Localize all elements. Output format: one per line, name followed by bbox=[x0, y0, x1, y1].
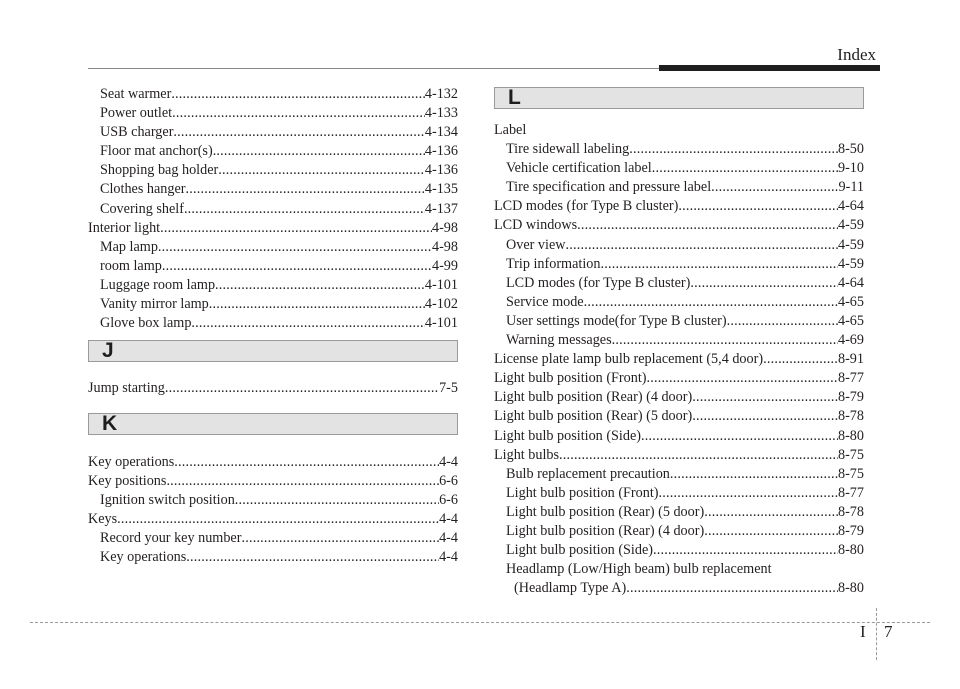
index-entry bbox=[494, 216, 864, 235]
dot-leader bbox=[559, 446, 838, 465]
index-entry bbox=[494, 484, 864, 503]
index-entry-text: Service mode bbox=[506, 293, 584, 310]
index-entry bbox=[88, 379, 458, 398]
dot-leader bbox=[172, 104, 425, 123]
index-entry bbox=[494, 522, 864, 541]
index-entry-page: 8-80 bbox=[837, 580, 864, 597]
dot-leader bbox=[184, 200, 425, 219]
dot-leader bbox=[690, 274, 838, 293]
index-entry-text: License plate lamp bulb replacement (5,4 door) bbox=[494, 351, 764, 368]
index-entry-page: 4-98 bbox=[431, 219, 458, 236]
index-entry bbox=[494, 293, 864, 312]
index-entry bbox=[88, 257, 458, 276]
footer-page-number: 7 bbox=[884, 622, 893, 641]
index-entry-page: 4-4 bbox=[439, 530, 458, 547]
dot-leader bbox=[641, 427, 838, 446]
dot-leader bbox=[600, 255, 838, 274]
index-entry-text: Tire specification and pressure label bbox=[506, 179, 712, 196]
index-entry-page: 6-6 bbox=[439, 492, 458, 509]
dot-leader bbox=[173, 123, 424, 142]
dot-leader bbox=[653, 541, 838, 560]
index-entry-page: 7-5 bbox=[439, 380, 458, 396]
section-letter-j: J bbox=[102, 339, 114, 362]
dot-leader bbox=[692, 407, 838, 426]
index-entry-text: Shopping bag holder bbox=[100, 162, 219, 179]
dot-leader bbox=[235, 491, 439, 510]
index-entry-text: Key operations bbox=[100, 549, 187, 566]
index-entry-text: LCD windows bbox=[494, 217, 578, 234]
index-entry bbox=[494, 369, 864, 388]
index-entry bbox=[494, 541, 864, 560]
dot-leader bbox=[566, 236, 838, 255]
index-entry-page: 8-78 bbox=[837, 408, 864, 425]
index-column-left bbox=[88, 85, 458, 333]
index-entry-text: Key positions bbox=[88, 473, 167, 490]
index-entry bbox=[88, 161, 458, 180]
index-entry-text: Vanity mirror lamp bbox=[100, 296, 209, 313]
index-entry-text: Covering shelf bbox=[100, 200, 184, 217]
index-entry bbox=[494, 503, 864, 522]
index-entry-text: Floor mat anchor(s) bbox=[100, 143, 213, 160]
index-entry bbox=[494, 446, 864, 465]
footer-section-letter: I bbox=[860, 622, 866, 641]
index-entry bbox=[88, 529, 458, 548]
index-entry-text: Ignition switch position bbox=[100, 492, 235, 509]
dot-leader bbox=[191, 314, 424, 333]
index-entry bbox=[88, 276, 458, 295]
index-entry bbox=[494, 331, 864, 350]
index-entry-page: 8-75 bbox=[837, 465, 864, 482]
index-entry-page: 8-77 bbox=[837, 370, 864, 387]
index-entry-text: Power outlet bbox=[100, 105, 173, 122]
footer-divider bbox=[876, 608, 877, 660]
index-entry bbox=[88, 314, 458, 333]
index-entry-text: Light bulb position (Front) bbox=[494, 370, 647, 387]
dot-leader bbox=[727, 312, 838, 331]
index-entry bbox=[494, 388, 864, 407]
index-entry bbox=[88, 200, 458, 219]
section-letter-l: L bbox=[508, 86, 521, 109]
dot-leader bbox=[241, 529, 439, 548]
index-entry-page: 4-4 bbox=[439, 511, 458, 528]
index-entry-page: 4-4 bbox=[439, 454, 458, 470]
index-entry-text: Bulb replacement precaution bbox=[506, 465, 670, 482]
index-entry bbox=[494, 407, 864, 426]
index-entry-page: 4-59 bbox=[837, 255, 864, 272]
index-entry-text: Light bulb position (Side) bbox=[506, 542, 653, 559]
index-entry-text: Headlamp (Low/High beam) bulb replacement bbox=[506, 561, 772, 578]
index-entry-text: Light bulbs bbox=[494, 446, 560, 463]
index-entry-text: Map lamp bbox=[100, 238, 158, 255]
page-header-title: Index bbox=[837, 45, 876, 64]
index-entry-page: 4-101 bbox=[424, 276, 458, 293]
index-entry-text: LCD modes (for Type B cluster) bbox=[494, 198, 679, 215]
index-entry-page: 9-10 bbox=[837, 160, 864, 177]
index-entry-text: Light bulb position (Rear) (4 door) bbox=[506, 522, 705, 539]
index-entry-page: 8-79 bbox=[837, 522, 864, 539]
index-entry-page: 4-134 bbox=[424, 124, 458, 141]
index-entry-text: Light bulb position (Rear) (5 door) bbox=[506, 503, 705, 520]
index-entry bbox=[88, 472, 458, 491]
index-entry-page: 6-6 bbox=[439, 473, 458, 490]
index-entry bbox=[88, 85, 458, 104]
index-entry-page: 8-80 bbox=[837, 427, 864, 444]
dot-leader bbox=[763, 350, 838, 369]
index-section-k bbox=[88, 453, 458, 568]
index-entry-text: Keys bbox=[88, 511, 118, 528]
dot-leader bbox=[186, 548, 439, 567]
index-entry bbox=[494, 560, 864, 579]
index-entry-page: 8-50 bbox=[837, 141, 864, 158]
dot-leader bbox=[612, 331, 838, 350]
header-bar bbox=[659, 65, 880, 71]
dot-leader bbox=[186, 180, 425, 199]
dot-leader bbox=[704, 522, 838, 541]
dot-leader bbox=[629, 140, 838, 159]
index-entry-page: 4-4 bbox=[439, 549, 458, 566]
index-entry-page: 4-101 bbox=[424, 315, 458, 332]
dot-leader bbox=[158, 238, 432, 257]
index-entry-page: 8-80 bbox=[837, 542, 864, 559]
index-entry-text: Light bulb position (Side) bbox=[494, 427, 641, 444]
index-entry-text: LCD modes (for Type B cluster) bbox=[506, 274, 691, 291]
dot-leader bbox=[647, 369, 838, 388]
index-entry-page: 8-91 bbox=[837, 351, 864, 368]
index-entry-page: 4-136 bbox=[424, 162, 458, 179]
dot-leader bbox=[692, 388, 838, 407]
index-entry-page: 9-11 bbox=[838, 179, 864, 196]
index-section-l bbox=[494, 121, 864, 598]
index-entry-text: Trip information bbox=[506, 255, 601, 272]
dot-leader bbox=[162, 257, 432, 276]
index-entry-page: 4-132 bbox=[424, 86, 458, 102]
index-entry bbox=[494, 236, 864, 255]
index-entry-text: room lamp bbox=[100, 257, 162, 274]
index-entry-page: 4-102 bbox=[424, 296, 458, 313]
index-entry bbox=[88, 123, 458, 142]
dot-leader bbox=[174, 453, 439, 472]
index-entry-text: Light bulb position (Front) bbox=[506, 484, 659, 501]
index-entry bbox=[88, 238, 458, 257]
dot-leader bbox=[577, 216, 838, 235]
dot-leader bbox=[209, 295, 425, 314]
dot-leader bbox=[117, 510, 439, 529]
index-entry bbox=[494, 427, 864, 446]
dot-leader bbox=[165, 379, 439, 398]
index-entry-page: 8-78 bbox=[837, 503, 864, 520]
section-letter-k: K bbox=[102, 412, 118, 435]
index-entry bbox=[494, 159, 864, 178]
index-entry-page: 4-135 bbox=[424, 181, 458, 198]
index-entry-text: Tire sidewall labeling bbox=[506, 141, 630, 158]
index-entry bbox=[88, 180, 458, 199]
dot-leader bbox=[584, 293, 838, 312]
index-entry-page: 4-98 bbox=[431, 238, 458, 255]
index-entry-text: Record your key number bbox=[100, 530, 242, 547]
dot-leader bbox=[711, 178, 838, 197]
index-entry bbox=[88, 548, 458, 567]
dot-leader bbox=[659, 484, 838, 503]
index-entry-text: Light bulb position (Rear) (5 door) bbox=[494, 408, 693, 425]
dot-leader bbox=[166, 472, 439, 491]
dot-leader bbox=[215, 276, 425, 295]
dot-leader bbox=[171, 85, 425, 104]
index-entry-page: 4-64 bbox=[837, 274, 864, 291]
index-entry bbox=[494, 121, 864, 140]
dot-leader bbox=[678, 197, 838, 216]
section-header-k bbox=[88, 413, 458, 435]
index-entry-page: 4-99 bbox=[431, 257, 458, 274]
index-entry-text: Vehicle certification label bbox=[506, 160, 652, 177]
index-entry-page: 4-64 bbox=[837, 198, 864, 215]
dot-leader bbox=[652, 159, 838, 178]
index-entry-page: 4-65 bbox=[837, 293, 864, 310]
index-entry bbox=[494, 178, 864, 197]
index-entry-text: Jump starting bbox=[88, 380, 165, 396]
index-entry-page: 4-136 bbox=[424, 143, 458, 160]
index-entry-page: 4-59 bbox=[837, 236, 864, 253]
index-entry-page: 4-59 bbox=[837, 217, 864, 234]
index-entry bbox=[88, 219, 458, 238]
index-entry-text: Label bbox=[494, 122, 527, 138]
footer-rule bbox=[30, 622, 930, 623]
index-entry bbox=[88, 142, 458, 161]
index-entry bbox=[494, 197, 864, 216]
dot-leader bbox=[626, 579, 838, 598]
index-entry-text: Clothes hanger bbox=[100, 181, 186, 198]
index-entry-page: 8-79 bbox=[837, 389, 864, 406]
index-entry bbox=[88, 104, 458, 123]
dot-leader bbox=[213, 142, 425, 161]
index-entry-page: 4-69 bbox=[837, 332, 864, 349]
index-entry bbox=[88, 491, 458, 510]
index-entry bbox=[494, 312, 864, 331]
section-header-j bbox=[88, 340, 458, 362]
index-entry-text: Warning messages bbox=[506, 332, 612, 349]
index-entry bbox=[494, 255, 864, 274]
index-entry-page: 4-137 bbox=[424, 200, 458, 217]
index-entry-text: Luggage room lamp bbox=[100, 276, 216, 293]
index-entry-page: 4-65 bbox=[837, 312, 864, 329]
index-entry-text: Key operations bbox=[88, 454, 175, 470]
index-entry-text: Seat warmer bbox=[100, 86, 172, 102]
index-entry bbox=[494, 140, 864, 159]
header-rule bbox=[88, 68, 659, 69]
index-entry-page: 8-77 bbox=[837, 484, 864, 501]
index-entry bbox=[494, 579, 864, 598]
dot-leader bbox=[670, 465, 838, 484]
index-entry-text: Glove box lamp bbox=[100, 315, 192, 332]
section-header-l bbox=[494, 87, 864, 109]
dot-leader bbox=[160, 219, 432, 238]
index-entry bbox=[88, 295, 458, 314]
index-entry-text: Over view bbox=[506, 236, 566, 253]
dot-leader bbox=[704, 503, 838, 522]
index-section-j bbox=[88, 379, 458, 398]
index-entry bbox=[494, 350, 864, 369]
index-entry bbox=[494, 274, 864, 293]
index-entry-page: 4-133 bbox=[424, 105, 458, 122]
index-entry-text: Interior light bbox=[88, 219, 161, 236]
index-entry-text: User settings mode(for Type B cluster) bbox=[506, 312, 727, 329]
index-entry bbox=[88, 510, 458, 529]
index-entry bbox=[494, 465, 864, 484]
index-entry-text: Light bulb position (Rear) (4 door) bbox=[494, 389, 693, 406]
index-entry-text: USB charger bbox=[100, 124, 174, 141]
index-entry-text: (Headlamp Type A) bbox=[514, 580, 627, 597]
index-entry-page: 8-75 bbox=[837, 446, 864, 463]
index-entry bbox=[88, 453, 458, 472]
dot-leader bbox=[218, 161, 425, 180]
